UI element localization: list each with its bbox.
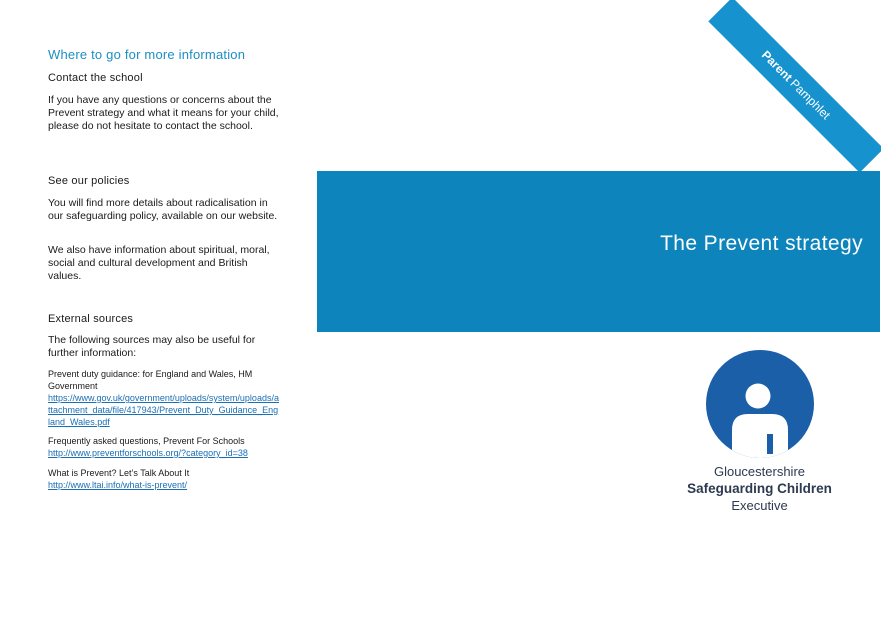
source-label: Frequently asked questions, Prevent For Schools [48, 436, 245, 446]
logo-text-line3: Executive [731, 498, 788, 513]
source-link[interactable]: http://www.preventforschools.org/?category_id=38 [48, 448, 248, 458]
title-banner [317, 171, 880, 332]
source-link[interactable]: https://www.gov.uk/government/uploads/system/uploads/attachment_data/file/417943/Prevent_Duty_Guidance_England_Wales.pdf [48, 393, 279, 427]
policies-text-2: We also have information about spiritual, moral, social and cultural development and British values. [48, 244, 270, 282]
source-link[interactable]: http://www.ltai.info/what-is-prevent/ [48, 480, 188, 490]
parent-pamphlet-ribbon [708, 0, 881, 173]
source-item [48, 368, 280, 428]
policies-title: See our policies [48, 175, 130, 187]
source-item [48, 467, 280, 491]
ribbon-text: Pamphlet [787, 76, 834, 123]
source-label: What is Prevent? Let’s Talk About It [48, 468, 190, 478]
child-figure-icon [672, 348, 847, 460]
contact-text: If you have any questions or concerns about the Prevent strategy and what it means for your child, please do not hesitate to contact the school. [48, 94, 279, 132]
ribbon-bold: Parent [758, 47, 796, 85]
source-item [48, 435, 280, 459]
contact-title: Contact the school [48, 72, 143, 84]
external-intro: The following sources may also be useful for further information: [48, 334, 256, 359]
external-title: External sources [48, 313, 134, 325]
logo-text-line2: Safeguarding Children [687, 481, 832, 496]
policies-text-1: You will find more details about radicalisation in our safeguarding policy, available on our website. [48, 197, 278, 222]
logo-text-line1: Gloucestershire [713, 464, 806, 479]
info-heading: Where to go for more information [48, 47, 246, 62]
gscb-logo [672, 348, 847, 518]
page-title: The Prevent strategy [660, 232, 863, 255]
source-label: Prevent duty guidance: for England and Wales, HM Government [48, 369, 253, 391]
